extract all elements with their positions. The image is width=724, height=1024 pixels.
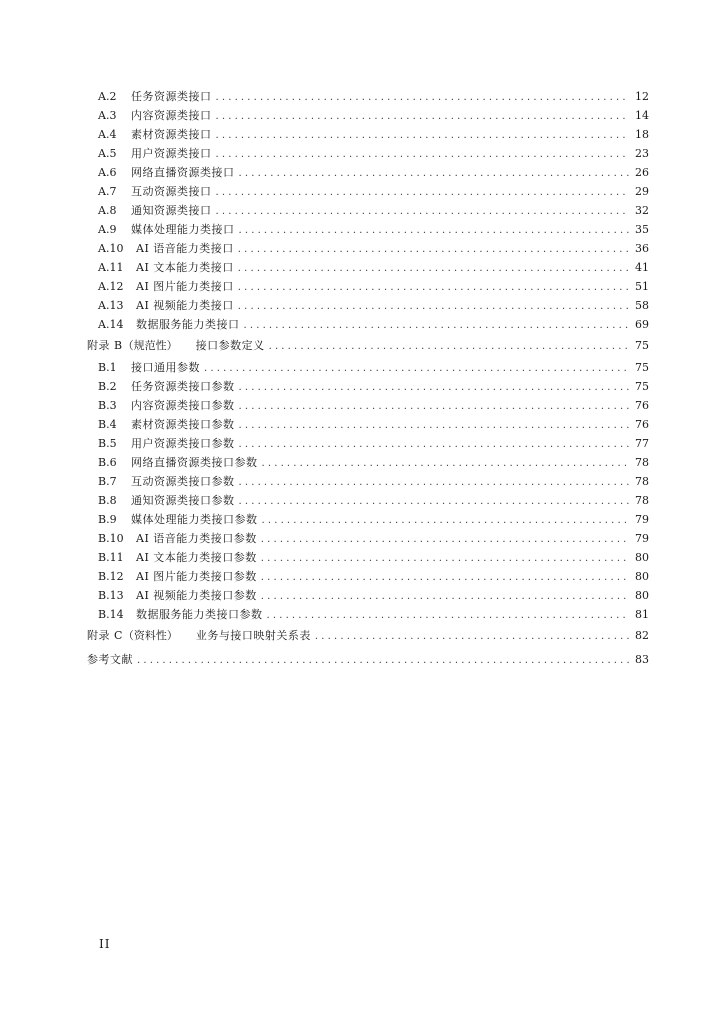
toc-page-number: 79 [635,532,649,545]
toc-page-number: 36 [635,242,649,255]
toc-entry-number: A.3 [98,109,117,122]
toc-entry-a3[interactable] [87,106,649,125]
toc-page-number: 80 [635,570,649,583]
toc-entry-number: B.3 [98,399,117,412]
toc-page-number: 80 [635,589,649,602]
toc-page-number: 78 [635,475,649,488]
toc-entry-title: 用户资源类接口 [131,147,212,160]
table-of-contents [87,87,649,672]
toc-page-number: 26 [635,166,649,179]
toc-entry-number: A.13 [98,299,124,312]
toc-entry-number: A.10 [98,242,124,255]
page-number: II [99,937,111,951]
toc-entry-number: A.11 [98,261,124,274]
dot-leader [239,378,630,397]
dot-leader [269,335,629,359]
toc-entry-b13[interactable] [87,586,649,605]
toc-entry-title: 通知资源类接口 [131,204,212,217]
toc-entry-number: B.10 [98,532,124,545]
toc-entry-title: 参考文献 [87,653,133,666]
dot-leader [261,549,629,568]
toc-entry-title: 任务资源类接口参数 [131,380,235,393]
toc-entry-title: 互动资源类接口参数 [131,475,235,488]
toc-entry-b1[interactable] [87,358,649,377]
dot-leader [204,359,629,378]
toc-entry-title: AI 文本能力类接口参数 [136,551,257,564]
dot-leader [267,606,630,625]
toc-entry-a11[interactable] [87,258,649,277]
toc-page-number: 76 [635,399,649,412]
toc-entry-b7[interactable] [87,472,649,491]
toc-entry-title: 素材资源类接口 [131,128,212,141]
toc-page-number: 83 [635,653,649,666]
toc-entry-number: B.14 [98,608,124,621]
toc-page-number: 76 [635,418,649,431]
dot-leader [216,183,630,202]
toc-entry-title: AI 语音能力类接口参数 [136,532,257,545]
dot-leader [239,416,630,435]
toc-page-number: 32 [635,204,649,217]
appendix-label: 附录 C [87,629,123,642]
toc-entry-b8[interactable] [87,491,649,510]
toc-page-number: 78 [635,456,649,469]
appendix-label: 附录 B [87,339,123,352]
dot-leader [239,492,630,511]
dot-leader [262,511,630,530]
dot-leader [216,107,630,126]
toc-entry-b9[interactable] [87,510,649,529]
toc-page-number: 80 [635,551,649,564]
toc-entry-b12[interactable] [87,567,649,586]
toc-entry-a6[interactable] [87,163,649,182]
toc-entry-title: 数据服务能力类接口 [136,318,240,331]
toc-entry-title: 内容资源类接口 [131,109,212,122]
toc-entry-number: B.4 [98,418,117,431]
dot-leader [216,88,630,107]
toc-entry-title: AI 视频能力类接口参数 [136,589,257,602]
appendix-type: （规范性） [122,339,178,352]
dot-leader [137,649,629,673]
toc-page-number: 82 [635,629,649,642]
toc-entry-a4[interactable] [87,125,649,144]
dot-leader [238,259,629,278]
toc-entry-number: B.11 [98,551,124,564]
toc-entry-number: B.7 [98,475,117,488]
toc-entry-a12[interactable] [87,277,649,296]
toc-entry-a9[interactable] [87,220,649,239]
toc-entry-a2[interactable] [87,87,649,106]
toc-entry-references[interactable] [87,648,649,672]
toc-entry-a8[interactable] [87,201,649,220]
toc-entry-title: 内容资源类接口参数 [131,399,235,412]
dot-leader [216,145,630,164]
toc-page-number: 75 [635,380,649,393]
dot-leader [261,587,629,606]
toc-page-number: 41 [635,261,649,274]
toc-entry-a5[interactable] [87,144,649,163]
dot-leader [262,454,630,473]
toc-entry-number: B.6 [98,456,117,469]
dot-leader [239,164,630,183]
toc-entry-appendix-c[interactable] [87,624,649,648]
toc-entry-title: 网络直播资源类接口参数 [131,456,258,469]
dot-leader [261,568,629,587]
toc-page-number: 78 [635,494,649,507]
dot-leader [239,397,630,416]
appendix-type: （资料性） [122,629,178,642]
toc-entry-number: A.8 [98,204,117,217]
toc-entry-number: A.9 [98,223,117,236]
toc-entry-title: 媒体处理能力类接口 [131,223,235,236]
toc-page-number: 81 [635,608,649,621]
toc-page-number: 75 [635,339,649,352]
toc-entry-number: A.5 [98,147,117,160]
toc-entry-title: AI 视频能力类接口 [136,299,234,312]
toc-entry-number: A.4 [98,128,117,141]
toc-entry-title: AI 语音能力类接口 [136,242,234,255]
toc-entry-a7[interactable] [87,182,649,201]
toc-entry-appendix-b[interactable] [87,334,649,358]
toc-entry-title: 任务资源类接口 [131,90,212,103]
toc-entry-title: AI 图片能力类接口 [136,280,234,293]
dot-leader [238,240,629,259]
toc-entry-title: 用户资源类接口参数 [131,437,235,450]
toc-page-number: 35 [635,223,649,236]
dot-leader [239,435,630,454]
toc-entry-title: 互动资源类接口 [131,185,212,198]
dot-leader [244,316,630,335]
toc-entry-a13[interactable] [87,296,649,315]
dot-leader [239,221,630,240]
toc-entry-b4[interactable] [87,415,649,434]
dot-leader [239,473,630,492]
toc-entry-number: A.14 [98,318,124,331]
toc-entry-title: 通知资源类接口参数 [131,494,235,507]
toc-page-number: 58 [635,299,649,312]
toc-entry-b6[interactable] [87,453,649,472]
toc-page-number: 75 [635,361,649,374]
toc-entry-title: 素材资源类接口参数 [131,418,235,431]
toc-entry-number: A.6 [98,166,117,179]
toc-entry-b14[interactable] [87,605,649,624]
toc-entry-b10[interactable] [87,529,649,548]
toc-entry-number: A.2 [98,90,117,103]
toc-page-number: 77 [635,437,649,450]
toc-entry-number: B.13 [98,589,124,602]
toc-entry-title: 接口参数定义 [195,339,265,352]
toc-entry-b3[interactable] [87,396,649,415]
toc-entry-number: B.2 [98,380,117,393]
toc-page-number: 14 [635,109,649,122]
toc-page-number: 29 [635,185,649,198]
toc-entry-number: B.1 [98,361,117,374]
toc-entry-b5[interactable] [87,434,649,453]
toc-entry-number: B.9 [98,513,117,526]
dot-leader [238,297,629,316]
dot-leader [315,625,629,649]
toc-page-number: 12 [635,90,649,103]
toc-entry-b2[interactable] [87,377,649,396]
dot-leader [261,530,629,549]
toc-entry-title: AI 文本能力类接口 [136,261,234,274]
toc-entry-number: A.7 [98,185,117,198]
toc-entry-number: B.5 [98,437,117,450]
toc-entry-title: 数据服务能力类接口参数 [136,608,263,621]
toc-entry-title: 业务与接口映射关系表 [195,629,311,642]
dot-leader [216,202,630,221]
toc-entry-title: AI 图片能力类接口参数 [136,570,257,583]
toc-page-number: 23 [635,147,649,160]
toc-page-number: 51 [635,280,649,293]
toc-entry-a10[interactable] [87,239,649,258]
dot-leader [238,278,629,297]
toc-page-number: 18 [635,128,649,141]
toc-entry-title: 媒体处理能力类接口参数 [131,513,258,526]
toc-page-number: 79 [635,513,649,526]
toc-entry-number: B.8 [98,494,117,507]
toc-entry-number: B.12 [98,570,124,583]
toc-entry-title: 接口通用参数 [131,361,200,374]
toc-entry-b11[interactable] [87,548,649,567]
toc-page-number: 69 [635,318,649,331]
toc-entry-number: A.12 [98,280,124,293]
toc-entry-a14[interactable] [87,315,649,334]
toc-entry-title: 网络直播资源类接口 [131,166,235,179]
dot-leader [216,126,630,145]
